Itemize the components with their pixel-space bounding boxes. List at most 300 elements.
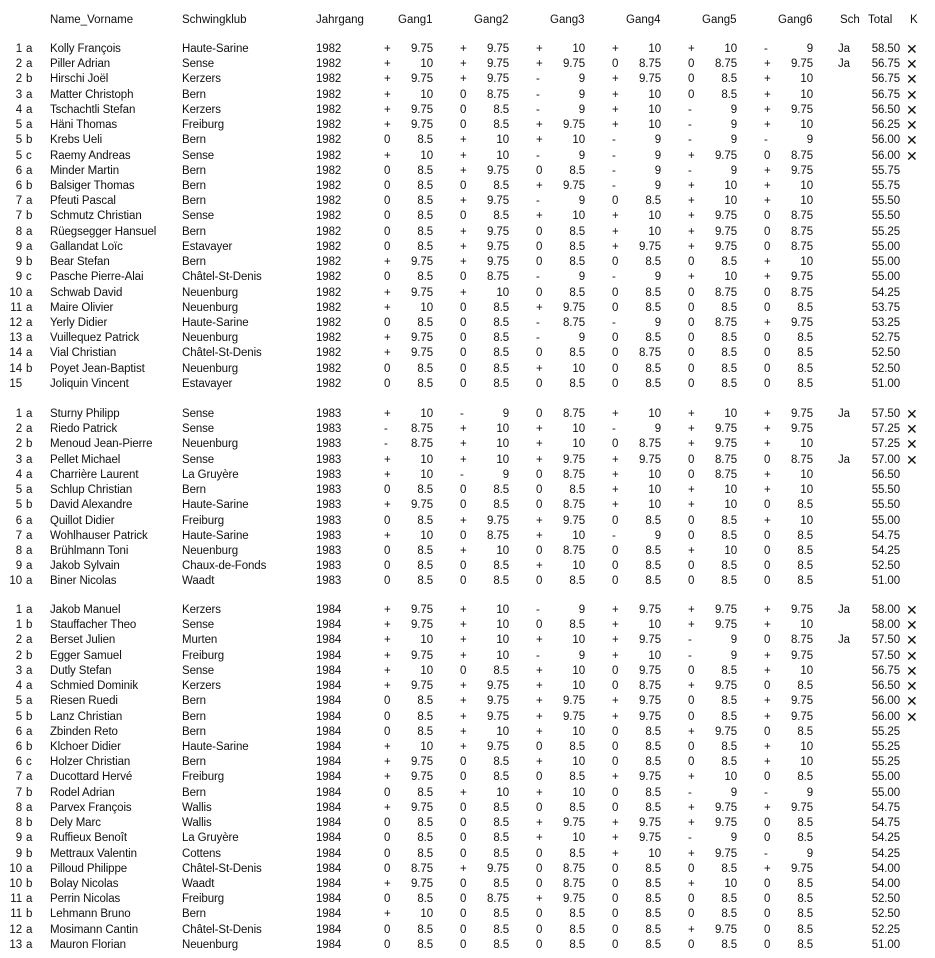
year-cell: 1984 xyxy=(316,740,342,753)
club-cell: Estavayer xyxy=(182,240,233,253)
year-cell: 1984 xyxy=(316,619,342,632)
total-cell: 56.00 xyxy=(871,149,900,162)
gang4-result-sign: + xyxy=(612,73,619,86)
gang2-points: 9.75 xyxy=(487,695,509,708)
gang4-points: 8.5 xyxy=(645,256,661,269)
gang4-points: 8.5 xyxy=(645,740,661,753)
gang4-points: 8.5 xyxy=(645,301,661,314)
club-cell: Waadt xyxy=(182,877,215,890)
gang3-points: 9.75 xyxy=(563,710,585,723)
club-cell: Bern xyxy=(182,256,206,269)
gang5-points: 9.75 xyxy=(715,604,737,616)
name-cell: Dutly Stefan xyxy=(50,664,112,677)
gang4-points: 9.75 xyxy=(639,240,661,253)
gang1-result-sign: + xyxy=(384,43,391,55)
gang6-result-sign: + xyxy=(764,756,771,769)
rank-sub-cell: b xyxy=(26,908,33,921)
gang6-result-sign: 0 xyxy=(764,938,771,951)
gang3-points: 9 xyxy=(578,149,585,162)
year-cell: 1983 xyxy=(316,484,342,497)
gang5-points: 9.75 xyxy=(715,619,737,632)
name-cell: Mettraux Valentin xyxy=(50,847,137,860)
gang5-points: 8.5 xyxy=(721,664,737,677)
year-cell: 1983 xyxy=(316,514,342,527)
name-cell: Minder Martin xyxy=(50,164,119,177)
club-cell: La Gruyère xyxy=(182,832,239,845)
gang5-result-sign: 0 xyxy=(688,88,695,101)
gang4-points: 9.75 xyxy=(639,771,661,784)
gang6-result-sign: - xyxy=(764,43,768,55)
gang5-result-sign: 0 xyxy=(688,256,695,269)
year-cell: 1984 xyxy=(316,634,342,647)
gang2-points: 9.75 xyxy=(487,164,509,177)
total-cell: 54.00 xyxy=(871,862,900,875)
gang3-points: 8.5 xyxy=(569,240,585,253)
rank-cell: 10 xyxy=(9,877,22,890)
header-sch: Sch xyxy=(840,14,860,26)
gang5-result-sign: 0 xyxy=(688,560,695,573)
year-cell: 1984 xyxy=(316,695,342,708)
gang2-points: 8.5 xyxy=(493,484,509,497)
total-cell: 56.75 xyxy=(871,664,900,677)
gang1-result-sign: + xyxy=(384,347,391,360)
total-cell: 54.25 xyxy=(871,847,900,860)
gang2-points: 9.75 xyxy=(487,58,509,71)
gang4-points: 10 xyxy=(648,619,661,632)
rank-sub-cell: a xyxy=(26,164,33,177)
gang3-result-sign: + xyxy=(536,514,543,527)
gang5-points: 9.75 xyxy=(715,923,737,936)
gang4-points: 9 xyxy=(654,316,661,329)
kranz-mark: ✕ xyxy=(906,708,918,725)
gang5-result-sign: 0 xyxy=(688,377,695,390)
total-cell: 54.25 xyxy=(871,832,900,845)
gang3-points: 8.5 xyxy=(569,256,585,269)
gang5-result-sign: - xyxy=(688,634,692,647)
gang2-result-sign: 0 xyxy=(460,332,467,345)
rank-sub-cell: a xyxy=(26,514,33,527)
year-cell: 1982 xyxy=(316,256,342,269)
gang4-points: 10 xyxy=(648,88,661,101)
gang4-result-sign: 0 xyxy=(612,332,619,345)
gang1-result-sign: 0 xyxy=(384,514,391,527)
gang1-result-sign: + xyxy=(384,664,391,677)
total-cell: 58.00 xyxy=(871,619,900,632)
gang3-points: 9.75 xyxy=(563,514,585,527)
rank-cell: 11 xyxy=(10,301,22,314)
gang6-points: 8.5 xyxy=(797,938,813,951)
gang2-result-sign: 0 xyxy=(460,88,467,101)
gang4-result-sign: 0 xyxy=(612,575,619,588)
gang6-result-sign: + xyxy=(764,710,771,723)
gang1-points: 9.75 xyxy=(411,877,433,890)
gang2-result-sign: 0 xyxy=(460,801,467,814)
year-cell: 1983 xyxy=(316,453,342,466)
kranz-mark: ✕ xyxy=(906,71,918,88)
gang3-points: 10 xyxy=(572,134,585,147)
total-cell: 55.50 xyxy=(871,484,900,497)
name-cell: Hirschi Joël xyxy=(50,73,109,86)
rank-cell: 5 xyxy=(15,499,22,512)
gang5-points: 10 xyxy=(724,877,737,890)
total-cell: 55.25 xyxy=(871,740,900,753)
gang3-points: 8.5 xyxy=(569,619,585,632)
gang2-points: 8.5 xyxy=(493,103,509,116)
rank-cell: 11 xyxy=(10,893,22,906)
year-cell: 1983 xyxy=(316,499,342,512)
gang1-points: 10 xyxy=(420,634,433,647)
gang3-points: 9 xyxy=(578,88,585,101)
gang4-result-sign: 0 xyxy=(612,362,619,375)
gang6-result-sign: + xyxy=(764,195,771,208)
gang1-points: 9.75 xyxy=(411,604,433,616)
gang2-result-sign: 0 xyxy=(460,893,467,906)
name-cell: Joliquin Vincent xyxy=(50,377,129,390)
gang1-points: 9.75 xyxy=(411,756,433,769)
gang1-result-sign: 0 xyxy=(384,923,391,936)
total-cell: 57.50 xyxy=(871,634,900,647)
rank-sub-cell: b xyxy=(26,817,33,830)
year-cell: 1984 xyxy=(316,604,342,616)
gang3-points: 9.75 xyxy=(563,58,585,71)
gang2-result-sign: 0 xyxy=(460,664,467,677)
name-cell: Matter Christoph xyxy=(50,88,134,101)
total-cell: 56.00 xyxy=(871,134,900,147)
name-cell: Pilloud Philippe xyxy=(50,862,128,875)
name-cell: Schlup Christian xyxy=(50,484,133,497)
gang5-result-sign: + xyxy=(688,923,695,936)
gang4-result-sign: - xyxy=(612,423,616,436)
gang5-result-sign: + xyxy=(688,817,695,830)
rank-sub-cell: b xyxy=(26,786,33,799)
kranz-mark: ✕ xyxy=(906,56,918,73)
kranz-mark: ✕ xyxy=(906,406,918,422)
gang4-result-sign: - xyxy=(612,149,616,162)
gang1-result-sign: 0 xyxy=(384,316,391,329)
gang2-result-sign: + xyxy=(460,680,467,693)
gang3-result-sign: + xyxy=(536,680,543,693)
gang4-points: 8.5 xyxy=(645,756,661,769)
gang3-points: 8.5 xyxy=(569,908,585,921)
total-cell: 54.25 xyxy=(871,544,900,557)
name-cell: Biner Nicolas xyxy=(50,575,117,588)
gang5-points: 9 xyxy=(730,634,737,647)
gang5-result-sign: + xyxy=(688,149,695,162)
name-cell: Holzer Christian xyxy=(50,756,131,769)
name-cell: Dely Marc xyxy=(50,817,101,830)
kranz-mark: ✕ xyxy=(906,647,918,664)
total-cell: 56.50 xyxy=(871,103,900,116)
total-cell: 56.50 xyxy=(871,468,900,481)
gang1-points: 9.75 xyxy=(411,499,433,512)
gang6-points: 10 xyxy=(800,619,813,632)
gang2-points: 8.5 xyxy=(493,923,509,936)
name-cell: Jakob Sylvain xyxy=(50,560,120,573)
gang6-points: 9.75 xyxy=(791,58,813,71)
gang6-points: 9 xyxy=(806,786,813,799)
gang2-points: 8.5 xyxy=(493,499,509,512)
gang2-result-sign: 0 xyxy=(460,362,467,375)
gang4-points: 8.75 xyxy=(639,347,661,360)
rank-cell: 9 xyxy=(15,560,22,573)
total-cell: 56.00 xyxy=(871,710,900,723)
rank-sub-cell: b xyxy=(26,649,33,662)
gang2-result-sign: + xyxy=(460,695,467,708)
gang6-points: 10 xyxy=(800,468,813,481)
rank-sub-cell: a xyxy=(26,938,33,951)
club-cell: Sense xyxy=(182,210,215,223)
rank-cell: 5 xyxy=(15,119,22,132)
rank-sub-cell: a xyxy=(26,725,33,738)
total-cell: 52.50 xyxy=(871,362,900,375)
year-cell: 1982 xyxy=(316,195,342,208)
name-cell: Schwab David xyxy=(50,286,123,299)
name-cell: Vuillequez Patrick xyxy=(50,332,140,345)
gang3-points: 10 xyxy=(572,210,585,223)
gang6-result-sign: 0 xyxy=(764,529,771,542)
gang3-result-sign: + xyxy=(536,210,543,223)
gang4-result-sign: 0 xyxy=(612,514,619,527)
club-cell: Bern xyxy=(182,695,206,708)
gang1-result-sign: 0 xyxy=(384,179,391,192)
gang6-points: 10 xyxy=(800,740,813,753)
year-cell: 1982 xyxy=(316,179,342,192)
gang4-points: 8.5 xyxy=(645,893,661,906)
rank-sub-cell: b xyxy=(26,362,33,375)
rank-cell: 1 xyxy=(15,408,22,420)
total-cell: 52.75 xyxy=(871,332,900,345)
gang6-result-sign: + xyxy=(764,484,771,497)
name-cell: Charrière Laurent xyxy=(50,468,139,481)
gang2-points: 10 xyxy=(496,649,509,662)
name-cell: Schmied Dominik xyxy=(50,680,138,693)
rank-cell: 6 xyxy=(15,164,22,177)
gang1-result-sign: 0 xyxy=(384,862,391,875)
gang1-points: 10 xyxy=(420,740,433,753)
rank-sub-cell: a xyxy=(26,347,33,360)
gang3-result-sign: - xyxy=(536,604,540,616)
rank-sub-cell: a xyxy=(26,453,33,466)
total-cell: 55.75 xyxy=(871,164,900,177)
gang5-result-sign: + xyxy=(688,484,695,497)
gang2-points: 8.5 xyxy=(493,316,509,329)
gang5-points: 9.75 xyxy=(715,240,737,253)
gang1-points: 9.75 xyxy=(411,347,433,360)
gang5-result-sign: - xyxy=(688,164,692,177)
rank-sub-cell: b xyxy=(26,877,33,890)
gang5-result-sign: - xyxy=(688,786,692,799)
gang1-points: 8.5 xyxy=(417,484,433,497)
name-cell: Lanz Christian xyxy=(50,710,123,723)
gang3-result-sign: 0 xyxy=(536,286,543,299)
gang1-points: 8.5 xyxy=(417,164,433,177)
gang2-result-sign: 0 xyxy=(460,347,467,360)
kranz-mark: ✕ xyxy=(906,678,918,695)
gang4-points: 8.5 xyxy=(645,786,661,799)
name-cell: Gallandat Loïc xyxy=(50,240,123,253)
gang2-points: 8.75 xyxy=(487,529,509,542)
total-cell: 55.50 xyxy=(871,195,900,208)
club-cell: Haute-Sarine xyxy=(182,499,249,512)
name-cell: Ruffieux Benoît xyxy=(50,832,127,845)
rank-cell: 6 xyxy=(15,725,22,738)
gang6-points: 8.5 xyxy=(797,499,813,512)
rank-sub-cell: b xyxy=(26,73,33,86)
gang6-points: 8.75 xyxy=(791,634,813,647)
total-cell: 51.00 xyxy=(871,377,900,390)
rank-cell: 13 xyxy=(9,938,22,951)
gang4-points: 10 xyxy=(648,649,661,662)
total-cell: 54.00 xyxy=(871,877,900,890)
gang3-points: 9 xyxy=(578,73,585,86)
gang6-result-sign: + xyxy=(764,271,771,284)
gang3-result-sign: + xyxy=(536,786,543,799)
year-cell: 1982 xyxy=(316,119,342,132)
gang6-points: 8.75 xyxy=(791,286,813,299)
gang6-result-sign: 0 xyxy=(764,908,771,921)
rank-cell: 8 xyxy=(15,225,22,238)
name-cell: Klchoer Didier xyxy=(50,740,121,753)
gang5-points: 9.75 xyxy=(715,225,737,238)
gang4-result-sign: - xyxy=(612,271,616,284)
rank-cell: 1 xyxy=(15,43,22,55)
gang1-result-sign: + xyxy=(384,286,391,299)
gang2-points: 10 xyxy=(496,619,509,632)
gang6-points: 10 xyxy=(800,195,813,208)
gang6-result-sign: + xyxy=(764,103,771,116)
club-cell: Bern xyxy=(182,786,206,799)
year-cell: 1984 xyxy=(316,877,342,890)
kranz-mark: ✕ xyxy=(906,117,918,134)
gang1-points: 8.5 xyxy=(417,893,433,906)
rank-sub-cell: a xyxy=(26,423,33,436)
club-cell: Bern xyxy=(182,164,206,177)
gang1-result-sign: + xyxy=(384,756,391,769)
gang1-points: 10 xyxy=(420,88,433,101)
rank-cell: 5 xyxy=(15,710,22,723)
gang2-points: 10 xyxy=(496,786,509,799)
gang6-result-sign: 0 xyxy=(764,286,771,299)
gang6-points: 10 xyxy=(800,119,813,132)
kranz-mark: ✕ xyxy=(906,86,918,103)
rank-sub-cell: a xyxy=(26,286,33,299)
gang4-result-sign: 0 xyxy=(612,938,619,951)
year-cell: 1984 xyxy=(316,847,342,860)
gang6-result-sign: 0 xyxy=(764,877,771,890)
gang6-points: 8.5 xyxy=(797,362,813,375)
schlussgang-cell: Ja xyxy=(838,43,850,55)
rank-cell: 10 xyxy=(9,862,22,875)
club-cell: Sense xyxy=(182,453,215,466)
gang2-points: 8.5 xyxy=(493,377,509,390)
gang5-result-sign: 0 xyxy=(688,664,695,677)
gang4-result-sign: 0 xyxy=(612,877,619,890)
total-cell: 55.25 xyxy=(871,225,900,238)
gang2-result-sign: 0 xyxy=(460,923,467,936)
gang4-points: 8.5 xyxy=(645,862,661,875)
club-cell: Sense xyxy=(182,58,215,71)
gang2-result-sign: 0 xyxy=(460,771,467,784)
gang3-result-sign: 0 xyxy=(536,377,543,390)
rank-sub-cell: b xyxy=(26,847,33,860)
gang5-points: 10 xyxy=(724,499,737,512)
gang6-points: 9 xyxy=(806,847,813,860)
year-cell: 1982 xyxy=(316,347,342,360)
gang3-points: 9 xyxy=(578,649,585,662)
gang5-result-sign: - xyxy=(688,103,692,116)
gang2-points: 8.75 xyxy=(487,271,509,284)
gang3-points: 8.5 xyxy=(569,923,585,936)
gang3-result-sign: + xyxy=(536,119,543,132)
total-cell: 52.25 xyxy=(871,923,900,936)
gang6-result-sign: 0 xyxy=(764,575,771,588)
gang2-result-sign: 0 xyxy=(460,484,467,497)
gang6-result-sign: - xyxy=(764,786,768,799)
gang1-points: 10 xyxy=(420,301,433,314)
gang1-result-sign: 0 xyxy=(384,817,391,830)
gang1-result-sign: 0 xyxy=(384,134,391,147)
gang3-result-sign: 0 xyxy=(536,499,543,512)
gang4-points: 8.5 xyxy=(645,725,661,738)
gang3-result-sign: - xyxy=(536,332,540,345)
gang1-points: 8.5 xyxy=(417,560,433,573)
gang1-points: 10 xyxy=(420,664,433,677)
gang1-result-sign: 0 xyxy=(384,575,391,588)
rank-cell: 6 xyxy=(15,514,22,527)
kranz-mark: ✕ xyxy=(906,101,918,118)
gang3-result-sign: 0 xyxy=(536,771,543,784)
club-cell: Bern xyxy=(182,725,206,738)
rank-sub-cell: a xyxy=(26,923,33,936)
gang6-points: 8.5 xyxy=(797,908,813,921)
gang6-result-sign: 0 xyxy=(764,680,771,693)
rank-cell: 7 xyxy=(15,529,22,542)
gang1-result-sign: 0 xyxy=(384,362,391,375)
gang5-result-sign: - xyxy=(688,832,692,845)
club-cell: Murten xyxy=(182,634,218,647)
gang5-points: 10 xyxy=(724,179,737,192)
gang3-result-sign: - xyxy=(536,649,540,662)
gang6-result-sign: + xyxy=(764,862,771,875)
gang1-result-sign: + xyxy=(384,149,391,162)
year-cell: 1982 xyxy=(316,58,342,71)
kranz-mark: ✕ xyxy=(906,41,918,57)
gang6-points: 9.75 xyxy=(791,862,813,875)
gang3-result-sign: 0 xyxy=(536,468,543,481)
gang5-points: 8.5 xyxy=(721,938,737,951)
gang5-points: 8.5 xyxy=(721,332,737,345)
year-cell: 1982 xyxy=(316,43,342,55)
club-cell: Neuenburg xyxy=(182,362,239,375)
gang2-points: 8.5 xyxy=(493,801,509,814)
gang2-result-sign: + xyxy=(460,634,467,647)
gang5-result-sign: 0 xyxy=(688,756,695,769)
total-cell: 55.00 xyxy=(871,240,900,253)
gang1-points: 10 xyxy=(420,408,433,420)
gang3-points: 9 xyxy=(578,195,585,208)
rank-sub-cell: a xyxy=(26,893,33,906)
rank-cell: 2 xyxy=(15,73,22,86)
gang4-points: 9 xyxy=(654,179,661,192)
gang4-points: 9.75 xyxy=(639,73,661,86)
gang5-points: 8.75 xyxy=(715,58,737,71)
gang5-points: 8.5 xyxy=(721,377,737,390)
gang5-points: 10 xyxy=(724,484,737,497)
gang5-points: 9 xyxy=(730,649,737,662)
club-cell: Sense xyxy=(182,408,215,420)
name-cell: Riedo Patrick xyxy=(50,423,118,436)
gang1-result-sign: + xyxy=(384,499,391,512)
